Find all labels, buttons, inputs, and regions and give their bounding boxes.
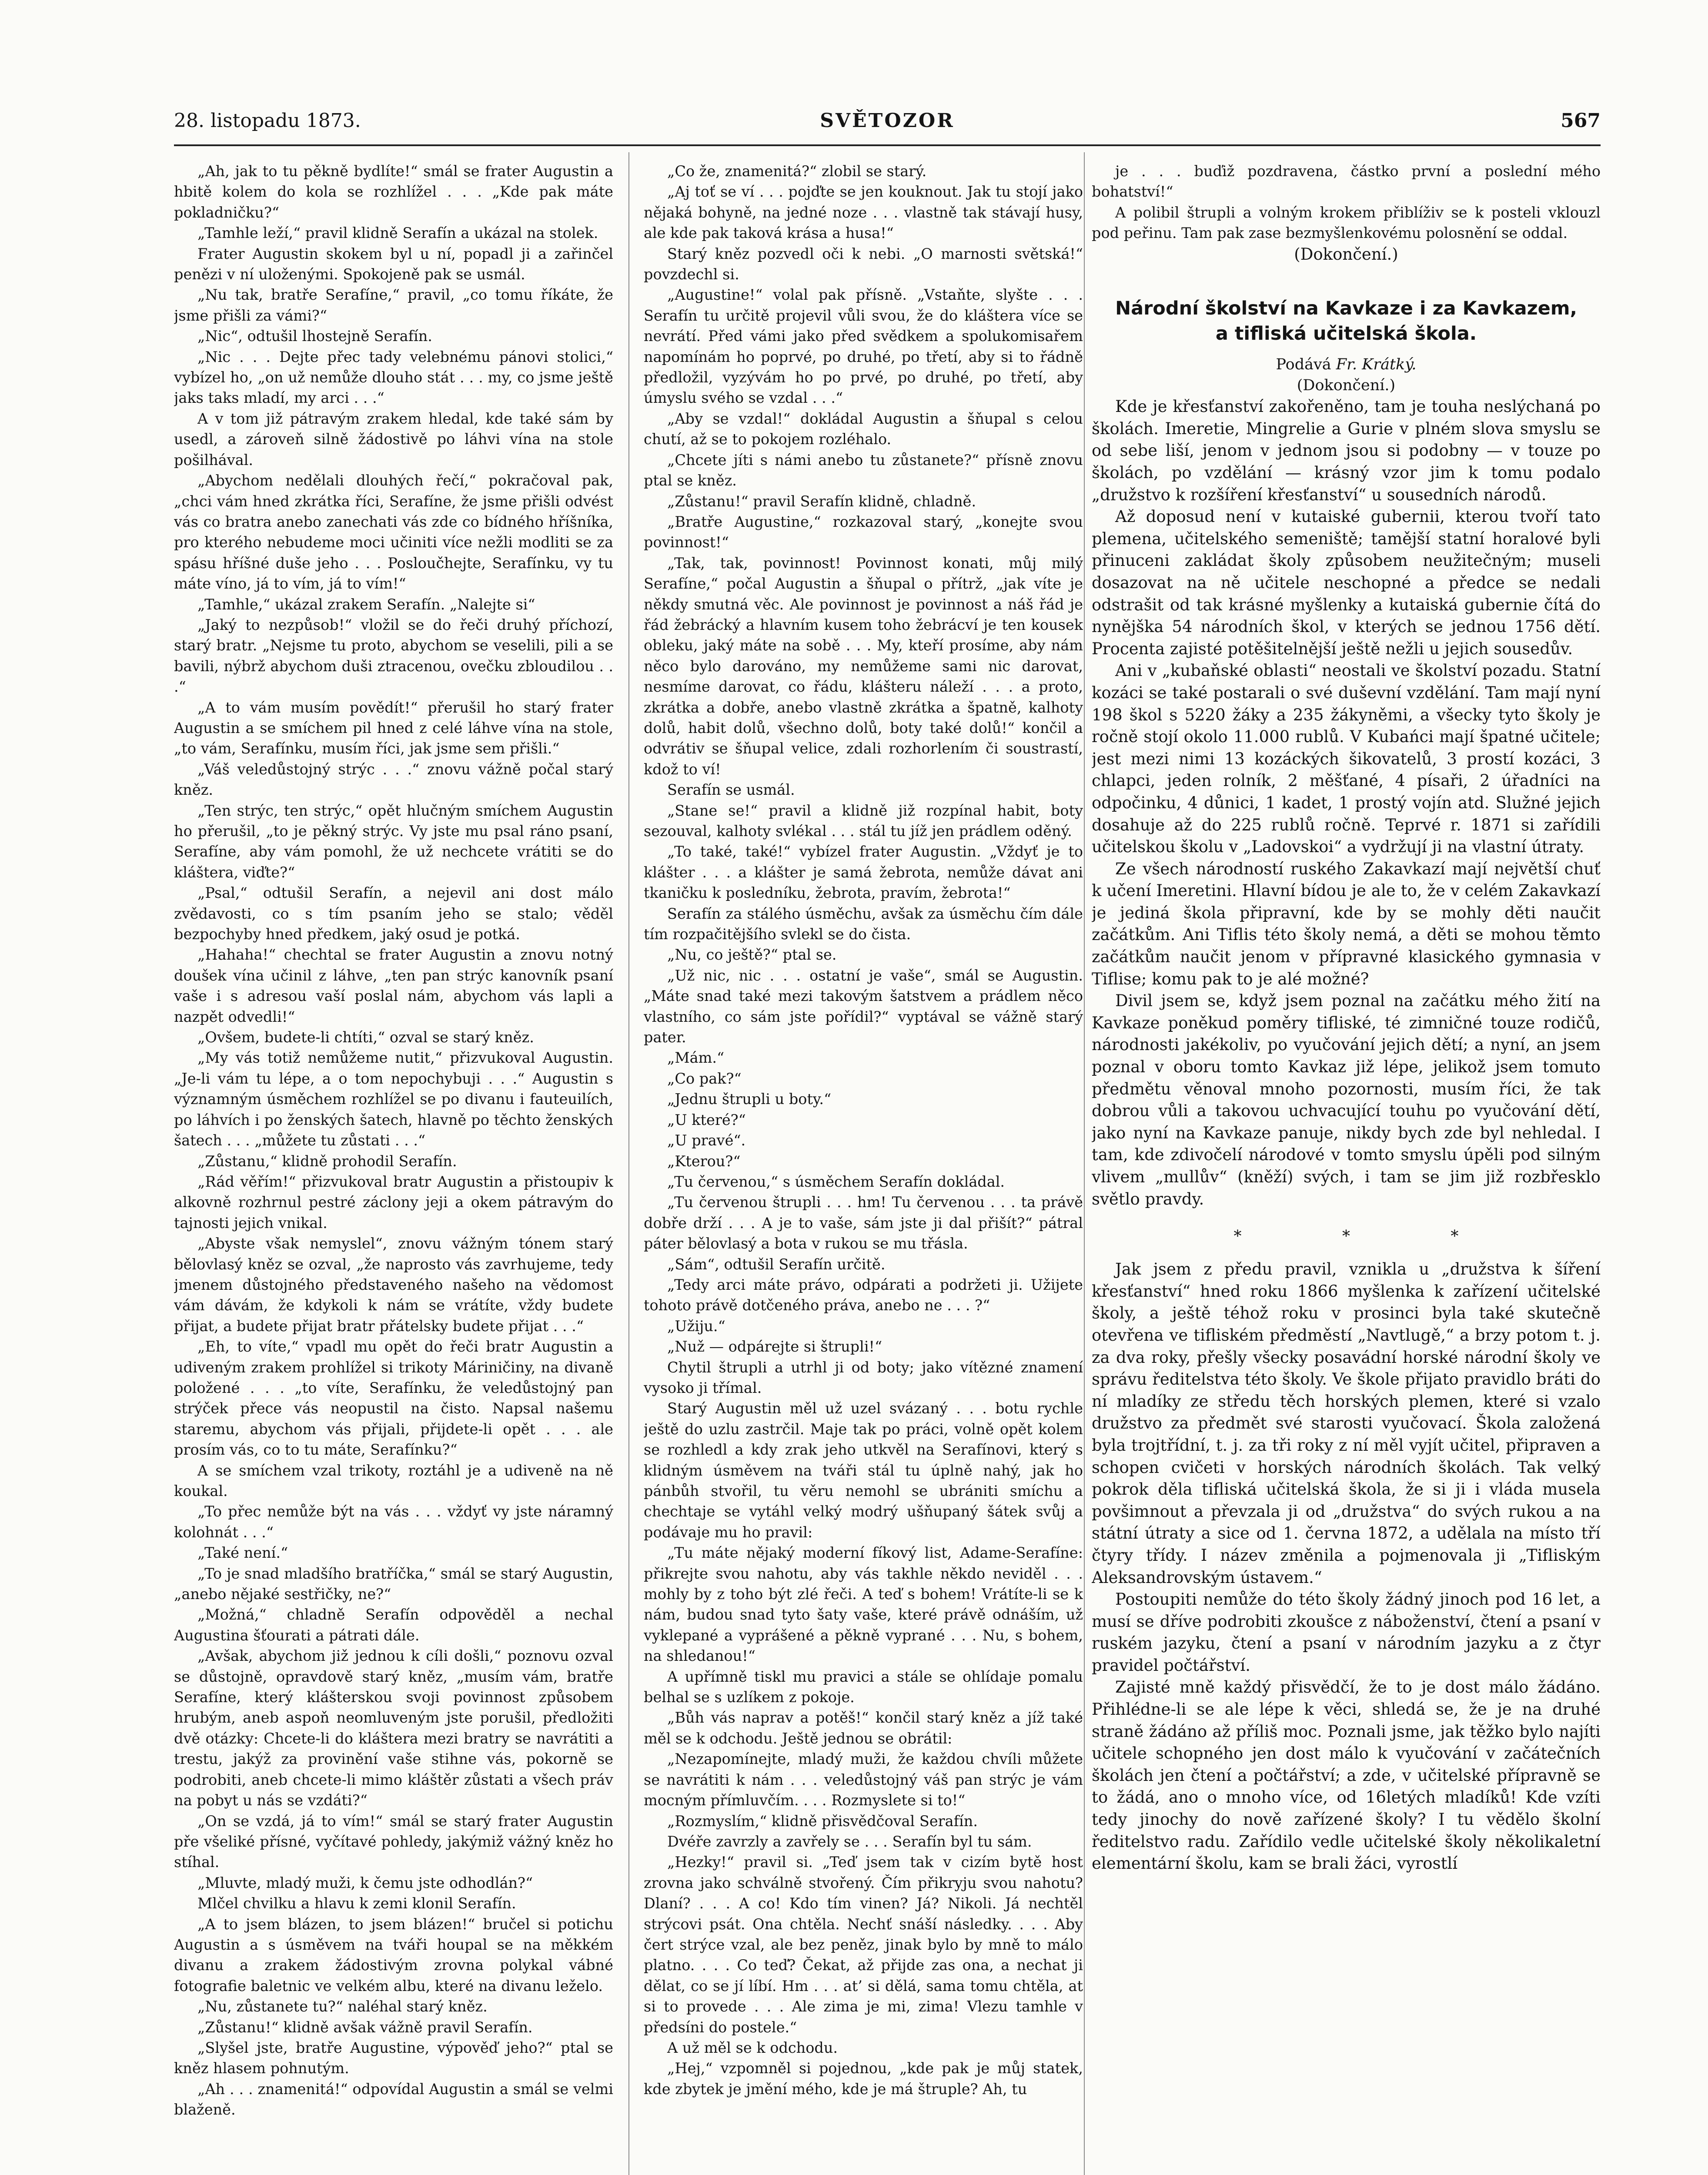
issue-date: 28. listopadu 1873. [174,110,361,132]
paragraph: „Bratře Augustine,“ rozkazoval starý, „konejte svou povinnost!“ [644,513,1083,551]
paragraph: Kde je křesťanství zakořeněno, tam je touha neslýchaná po školách. Imeretie, Mingrelie a Gurie v plném slova smyslu se od sebe liší, jenom v jednom jsou si podobny — v touze po školách, po vzdělání — krásný vzor jim k tomu podalo „družstvo k rozšíření křesťanství“ u sousedních národů. [1092,397,1601,504]
journal-title: SVĚTOZOR [820,110,955,132]
paragraph: „Rozmyslím,“ klidně přisvědčoval Serafín. [667,1812,978,1830]
paragraph: Dvéře zavrzly a zavřely se . . . Serafín byl tu sám. [667,1833,1032,1850]
paragraph: „Váš veledůstojný strýc . . .“ znovu vážně počal starý kněz. [174,760,613,799]
paragraph: „Zůstanu,“ klidně prohodil Serafín. [197,1152,457,1170]
paragraph: „Augustine!“ volal pak přísně. „Vstaňte, slyšte . . . Serafín tu určitě projevil vůli svou, že do kláštera více se nevrátí. Před vámi jako před svědkem a spolukomisařem napomínám ho poprvé, po druhé, po třetí, aby si to řádně předložil, vyzývám ho po prvé, po druhé, po třetí, aby úmyslu svého se vzdal . . .“ [644,286,1083,407]
paragraph: „Aj toť se ví . . . pojďte se jen kouknout. Jak tu stojí jako nějaká bohyně, na jedné noze . . . vlastně tak stávají husy, ale kde pak taková krása a husa!“ [644,183,1083,242]
paragraph: „Nu tak, bratře Serafíne,“ pravil, „co tomu říkáte, že jsme přišli za vámi?“ [174,286,613,324]
article-title-line-1: Národní školství na Kavkaze i za Kavkazem, [1115,298,1577,320]
paragraph: Až doposud není v kutaiské gubernii, kterou tvoří tato plemena, učitelského semeniště; tamější statní horalové byli přinuceni zakládat školy způsobem neužitečným; museli dosazovat na ně učitele neschopné a předce se nedali odstrašit od tak krásné myšlenky a kutaiská gubernie čítá do nynějška 54 národních škol, v kterých se jednou 1756 dětí. Procenta zajisté potěšitelnější ještě nežli u jejich sousedův. [1092,507,1601,658]
paragraph: Divil jsem se, když jsem poznal na začátku mého žití na Kavkaze poněkud poměry tifliské, té zimničné touze rodičů, národnosti jakékoliv, po vyučování jejich dětí; a nyní, an jsem poznal v oboru tomto Kavkaz již lépe, jelikož jsem tomuto předmětu věnoval mnoho pozornosti, musím říci, že tak dobrou vůli a takovou uchvacující touhu po vyučování dětí, jako nyní na Kavkaze panuje, nikdy bych zde byl nehledal. I tam, kde zdivočelí národové v tomto smyslu úpěli pod silným vlivem „mullův“ (kněží) svých, i tam se jim již rozbřesklo světlo pravdy. [1092,991,1601,1208]
paragraph: „Jednu štrupli u boty.“ [667,1091,832,1108]
paragraph: „U pravé“. [667,1132,746,1149]
paragraph: „Mluvte, mladý muži, k čemu jste odhodlán?“ [197,1874,533,1891]
paragraph: Chytil štrupli a utrhl ji od boty; jako vítězné znamení vysoko ji třímal. [644,1359,1083,1396]
paragraph: „Tedy arci máte právo, odpárati a podržeti ji. Užijete tohoto právě dotčeného práva, anebo ne . . . ?“ [644,1276,1083,1314]
paragraph: „Zůstanu!“ pravil Serafín klidně, chladně. [667,492,976,510]
story-text-col1 [174,161,613,2120]
paragraph: „Slyšel jste, bratře Augustine, výpověď jeho?“ ptal se kněz hlasem pohnutým. [174,2039,613,2077]
paragraph: „Ovšem, budete-li chtíti,“ ozval se starý kněz. [197,1029,534,1046]
paragraph: Zajisté mně každý přisvědčí, že to je dost málo žádáno. Přihlédne-li se ale lépe k věci, shledá se, že je na druhé straně žádáno až příliš moc. Poznali jsme, jak těžko bylo najíti učitele schopného jen dost málo k vyučování v začátečních školách jen čtení a počtářství; a zde, v učitelské přípravně se to žádá, ano o mnoho více, od 16letých mladíků! Kde vzíti tedy jinochy do nově zařízené školy? I tu vědělo školní ředitelstvo radu. Zařídilo vedle učitelské školy několikaletní elementární školu, kam se brali žáci, vyrostlí [1092,1678,1601,1873]
paragraph: „Abychom nedělali dlouhých řečí,“ pokračoval pak, „chci vám hned zkrátka říci, Serafíne, že jsme přišli odvést vás co bratra anebo zanechati vás zde co bídného hříšníka, pro kterého nebudeme moci učiniti více nežli modliti se za spásu hříšné duše jeho . . . Posloučhejte, Serafínku, vy tu máte víno, já to vím, já to vím!“ [174,472,613,592]
paragraph: „Nezapomínejte, mladý muži, že každou chvíli můžete se navrátiti k nám . . . veledůstojný váš pan strýc je vám mocným přímluvčím. . . . Rozmyslete si to!“ [644,1750,1083,1809]
column-divider-1 [628,152,629,2175]
paragraph: „Možná,“ chladně Serafín odpověděl a nechal Augustina šťourati a pátrati dále. [174,1606,613,1644]
story-text-col2 [644,161,1083,2099]
paragraph: „Jaký to nezpůsob!“ vložil se do řeči druhý příchozí, starý bratr. „Nejsme tu proto, abychom se veselili, pili a se bavili, nýbrž abychom duši ztracenou, ovečku zbloudilou . . .“ [174,616,613,696]
paragraph: „To je snad mladšího bratříčka,“ smál se starý Augustin, „anebo nějaké sestřičky, ne?“ [174,1565,613,1603]
section-separator: * * * [1233,1228,1507,1246]
paragraph: A v tom již pátravým zrakem hledal, kde také sám by usedl, a zároveň silně žádostivě po láhvi vína na stole pošilhával. [174,410,613,468]
paragraph: „U které?“ [667,1111,746,1128]
paragraph: „To přec nemůže být na vás . . . vždyť vy jste náramný kolohnát . . .“ [174,1503,613,1541]
paragraph: „Abyste však nemyslel“, znovu vážným tónem starý bělovlasý kněz se ozval, „že naprosto vás zavrhujeme, tedy jmenem důstojného představeného našeho na vědomost vám dávám, že kdykoli k nám se vrátíte, vždy budete přijat, a budete přijat bratr přátelsky budete přijat . . .“ [174,1235,613,1335]
paragraph: „A to vám musím povědít!“ přerušil ho starý frater Augustin a se smíchem pil hned z celé láhve vína na stole, „to vám, Serafínku, musím říci, jak jsme sem přišli.“ [174,699,613,757]
page-number: 567 [1561,110,1601,132]
paragraph: Starý kněz pozvedl oči k nebi. „O marnosti světská!“ povzdechl si. [644,245,1083,283]
article-title-line-2: a tifliská učitelská škola. [1215,323,1477,345]
paragraph: Starý Augustin měl už uzel svázaný . . . botu rychle ještě do uzlu zastrčil. Maje tak po práci, volně opět kolem se rozhledl a kdy zrak jeho utkvěl na Serafínovi, který s klidným úsměvem na tváři stál tu úplně nahý, jak ho pánbůh stvořil, tu věru nemohl se ubrániti smíchu a chechtaje se vytáhl velký modrý ušňupaný šátek svůj a podávaje mu ho pravil: [644,1400,1083,1541]
paragraph: „Tak, tak, povinnost! Povinnost konati, můj milý Serafíne,“ počal Augustin a šňupal o přítrž, „jak víte je někdy smutná věc. Ale povinnost je povinnost a náš řád je řád žebrácký a hlavním kusem toho žebrácví je ten kousek obleku, jaký máte na sobě . . . My, kteří prosíme, aby nám něco bylo darováno, my nemůžeme sami nic darovat, nesmíme darovat, co řádu, klášteru náleží . . . a proto, zkrátka a dobře, anebo vlastně zkrátka a špatně, kalhoty dolů, habit dolů, všechno dolů, boty také dolů!“ končil a odvrátiv se šňupal velice, zdali rozhorlením či soustrastí, kdož to ví! [644,554,1083,778]
paragraph: „Ah . . . znamenitá!“ odpovídal Augustin a smál se velmi blaženě. [174,2080,613,2118]
paragraph: „Tu červenou,“ s úsměchem Serafín dokládal. [667,1173,1005,1190]
paragraph: „Aby se vzdal!“ dokládal Augustin a šňupal s celou chutí, až se to pokojem rozléhalo. [644,410,1083,448]
paragraph: „Kterou?“ [667,1152,741,1170]
column-divider-2 [1084,152,1085,2175]
paragraph: A už měl se k odchodu. [667,2039,838,2056]
paragraph: „Tamhle leží,“ pravil klidně Serafín a ukázal na stolek. [197,224,598,242]
paragraph: „Co pak?“ [667,1070,742,1087]
story-continuation [1092,161,1601,244]
paragraph: „A to jsem blázen, to jsem blázen!“ bručel si potichu Augustin a s úsměvem na tváři houpal se na měkkém divanu a zrakem žádostivým zrovna polykal vábné fotografie baletnic ve velkém albu, které na divanu leželo. [174,1915,613,1994]
paragraph: Postoupiti nemůže do této školy žádný jinoch pod 16 let, a musí se dříve podrobiti zkoušce z náboženství, čtení a psaní v ruském jazyku, čtení a psaní v národním jazyku a z čtyr pravidel počtářství. [1092,1590,1601,1675]
column-1 [174,161,613,2175]
article-author: Fr. Krátký. [1336,356,1417,374]
paragraph: „Mám.“ [667,1049,725,1067]
article-body-part-2 [1092,1258,1601,1875]
paragraph: „My vás totiž nemůžeme nutit,“ přizvukoval Augustin. „Je-li vám tu lépe, a o tom nepochybuji . . .“ Augustin s významným úsměchem rozhlížel se po divanu i fauteuilích, po láhvích i po ženských šatech, hlavně po těchto ženských šatech . . . „můžete tu zůstati . . .“ [174,1049,613,1149]
paragraph: „Rád věřím!“ přizvukoval bratr Augustin a přistoupiv k alkovně rozhrnul pestré záclony jeji a okem pátravým do tajnosti jejich vnikal. [174,1173,613,1231]
paragraph: „Chcete jíti s námi anebo tu zůstanete?“ přísně znovu ptal se kněz. [644,451,1083,489]
paragraph: „Stane se!“ pravil a klidně již rozpínal habit, boty sezouval, kalhoty svlékal . . . stál tu jíž jen prádlem oděný. [644,802,1083,840]
article-byline [1092,354,1601,375]
paragraph: „Nuž — odpárejte si štrupli!“ [667,1338,882,1355]
paragraph: Frater Augustin skokem byl u ní, popadl ji a zařinčel penězi v ní uloženými. Spokojeně pak se usmál. [174,245,613,283]
paragraph: „Psal,“ odtušil Serafín, a nejevil ani dost málo zvědavosti, co s tím psaním jeho se stalo; věděl bezpochyby hned předkem, jaký osud je potká. [174,884,613,943]
article-body-part-1 [1092,396,1601,1210]
paragraph: „Užiju.“ [667,1317,725,1335]
header-rule [174,144,1601,146]
paragraph: „Avšak, abychom již jednou k cíli došli,“ poznovu ozval se důstojně, opravdově starý kněz, „musím vám, bratře Serafíne, který klášterskou svoji povinnost způsobem hrubým, aneb aspoň neomluveným jste porušil, předložiti dvě otázky: Chcete-li do kláštera mezi bratry se navrátiti a trestu, jakýž za provinění vaše stihne vás, pokorně se podrobiti, aneb chcete-li mimo kláštěr zůstati a všech práv na pobyt u nás se vzdáti?“ [174,1647,613,1809]
paragraph: „Tu máte nějaký moderní fíkový list, Adame-Serafíne: přikrejte svou nahotu, aby vás takhle někdo neviděl . . . mohly by z toho být zlé řeči. A teď s bohem! Vrátíte-li se k nám, budou snad tyto šaty vaše, které právě odnáším, už vyklepané a vyprášené a pěkně vyprané . . . Nu, s bohem, na shledanou!“ [644,1544,1083,1665]
byline-prefix: Podává [1276,356,1331,374]
paragraph: „Bůh vás naprav a potěš!“ končil starý kněz a jíž také měl se k odchodu. Ještě jednou se obrátil: [644,1709,1083,1747]
paragraph: Ani v „kubaňské oblasti“ neostali ve školství pozadu. Statní kozáci se také postarali o své duševní vzdělání. Tam mají nyní 198 škol s 5220 žáky a 235 žákyněmi, a všecky tyto školy je ročně stojí okolo 11.000 rublů. V Kubańci mají špatné učitele; jest mezi nimi 13 kozáckých šikovatelů, 3 prostí kozáci, 3 chlapci, jeden rolník, 2 měšťané, 4 písaři, 2 úřadníci na odpočinku, 4 důnici, 1 kadet, 1 prostý vojín atd. Služné jejich dosahuje až do 225 rublů ročně. Teprvé r. 1871 si zařídili učitelskou školu v „Ladovskoi“ a vydržují ji na vlastní útraty. [1092,661,1601,857]
column-2 [644,161,1083,2175]
article-subtitle: (Dokončení.) [1297,377,1396,395]
column-3 [1092,161,1601,2175]
paragraph: „To také, také!“ vybízel frater Augustin. „Vždyť je to klášter . . . a klášter je samá žebrota, nemůže dávat ani tkaničku k posledníku, žebrota, pravím, žebrota!“ [644,843,1083,902]
paragraph: Ze všech národností ruského Zakavkazí mají největší chuť k učení Imeretini. Hlavní bídou je ale to, že v celém Zakavkazí je jediná škola připravní, kde by se mohly děti naučit začátkům. Ani Tiflis této školy nemá, a děti se mohou těmto začátkům naučit jenom v přípravné klasického gymnasia v Tiflise; komu pak to je alé možné? [1092,859,1601,988]
paragraph: „On se vzdá, já to vím!“ smál se starý frater Augustin pře všeliké přísné, vyčítavé pohledy, jakýmiž vážný kněz ho stíhal. [174,1812,613,1871]
paragraph: Jak jsem z předu pravil, vznikla u „družstva k šíření křesťanství“ hned roku 1866 myšlenka k zařízení učitelské školy, a ještě téhož roku v prosinci byla také skutečně otevřena ve tifliském předměstí „Navtlugě,“ a brzy potom t. j. za dva roky, přešly všecky posavádní horské národní školy ve správu ředitelstva této školy. Ve škole přijato pravidlo bráti do ní mladíky ze středu těch horských plemen, které si vzalo družstvo za předmět své starosti vyučovací. Škola založená byla trojtřídní, t. j. za tři roky z ní měl vyjít učitel, připraven a schopen cvičeti v horských národních školách. Tak velký pokrok děla tifliská učitelská škola, že si ji i vláda musela povšimnout a převzala ji od „družstva“ do svých rukou a na státní útraty a sice od 1. června 1872, a udělala na místo tří čtyry třídy. I název změnila a pojmenovala ji „Tifliským Aleksandrovským ústavem.“ [1092,1260,1601,1587]
paragraph: „Hahaha!“ chechtal se frater Augustin a znovu notný doušek vína učinil z láhve, „ten pan strýc kanovník psaní vaše i s adresou vaší poslal nám, abychom vás lapli a nazpět odvedli!“ [174,946,613,1025]
paragraph: Mlčel chvilku a hlavu k zemi klonil Serafín. [197,1895,516,1912]
paragraph: „Hezky!“ pravil si. „Teď jsem tak v cizím bytě host zrovna jako schválně stvořený. Čím přikryju svou nahotu? Dlaní? . . . A co! Kdo tím vinen? Já? Nikoli. Já nechtěl strýcovi psát. Ona chtěla. Nechť snáší následky. . . . Aby čert strýce vzal, ale bez peněz, jinak bylo by mně to málo platno. . . . Co teď? Čekat, až přijde zas ona, a nechat ji dělat, co se jí líbí. Hm . . . at’ si dělá, sama tomu chtěla, at si to provede . . . Ale zima je mi, zima! Vlezu tamhle v předsíni do postele.“ [644,1854,1083,2036]
story-end-note: (Dokončení.) [1294,244,1398,264]
paragraph: „Sám“, odtušil Serafín určitě. [667,1255,886,1273]
paragraph: „Ah, jak to tu pěkně bydlíte!“ smál se frater Augustin a hbitě kolem do kola se rozhlížel . . . „Kde pak máte pokladničku?“ [174,163,613,221]
paragraph: A upřímně tiskl mu pravici a stále se ohlídaje pomalu belhal se s uzlíkem z pokoje. [644,1668,1083,1706]
paragraph: „Nic . . . Dejte přec tady velebnému pánovi stolici,“ vybízel ho, „on už nemůže dlouho stát . . . my, co jsme ještě jaks taks mladí, my arci . . .“ [174,348,613,407]
paragraph: „Co že, znamenitá?“ zlobil se starý. [667,163,927,180]
paragraph: A polibil štrupli a volným krokem přiblíživ se k posteli vklouzl pod peřinu. Tam pak zase bezmyšlenkovému polosnění se oddal. [1092,204,1601,242]
paragraph: „Nu, co ještě?“ ptal se. [667,946,837,964]
paragraph: A se smíchem vzal trikoty, roztáhl je a udiveně na ně koukal. [174,1462,613,1499]
paragraph: „Tu červenou štrupli . . . hm! Tu červenou . . . ta právě dobře drží . . . A je to vaše, sám jste ji dal přišít?“ pátral páter bělovlasý a bota v rukou se mu třásla. [644,1194,1083,1252]
page-header [174,108,1601,143]
paragraph: Serafín za stálého úsměchu, avšak za úsměchu čím dále tím rozpačitějšího svlekl se do čista. [644,905,1083,943]
paragraph: „Eh, to víte,“ vpadl mu opět do řeči bratr Augustin a udiveným zrakem prohlížel si trikoty Máriničiny, na divaně položené . . . „to víte, Serafínku, že veledůstojný pan strýček přece vás neopustil na čisto. Napsal našemu staremu, abychom vás přijali, přijdete-li opět . . . ale prosím vás, co to tu máte, Serafínku?“ [174,1338,613,1459]
paragraph: „Také není.“ [197,1544,288,1562]
paragraph: „Zůstanu!“ klidně avšak vážně pravil Serafín. [197,2018,533,2036]
article-title [1092,296,1601,346]
paragraph: „Hej,“ vzpomněl si pojednou, „kde pak je můj statek, kde zbytek je jmění mého, kde je má štruple? Ah, tu [644,2060,1083,2098]
paragraph: „Ten strýc, ten strýc,“ opět hlučným smíchem Augustin ho přerušil, „to je pěkný strýc. Vy jste mu psal ráno psaní, Serafíne, aby vám pomohl, že už nechcete vrátiti se do kláštera, viďte?“ [174,802,613,881]
paragraph: „Nic“, odtušil lhostejně Serafín. [197,328,432,345]
paragraph: Serafín se usmál. [667,781,795,799]
paragraph: „Už nic, nic . . . ostatní je vaše“, smál se Augustin. „Máte snad také mezi takovým šatstvem a prádlem něco vlastního, co sám jste pořídil?“ vyptával se vážně starý pater. [644,967,1083,1046]
paragraph: je . . . buďiž pozdravena, částko první a poslední mého bohatství!“ [1092,163,1601,201]
paragraph: „Tamhle,“ ukázal zrakem Serafín. „Nalejte si“ [197,596,535,613]
paragraph: „Nu, zůstanete tu?“ naléhal starý kněz. [197,1998,488,2015]
